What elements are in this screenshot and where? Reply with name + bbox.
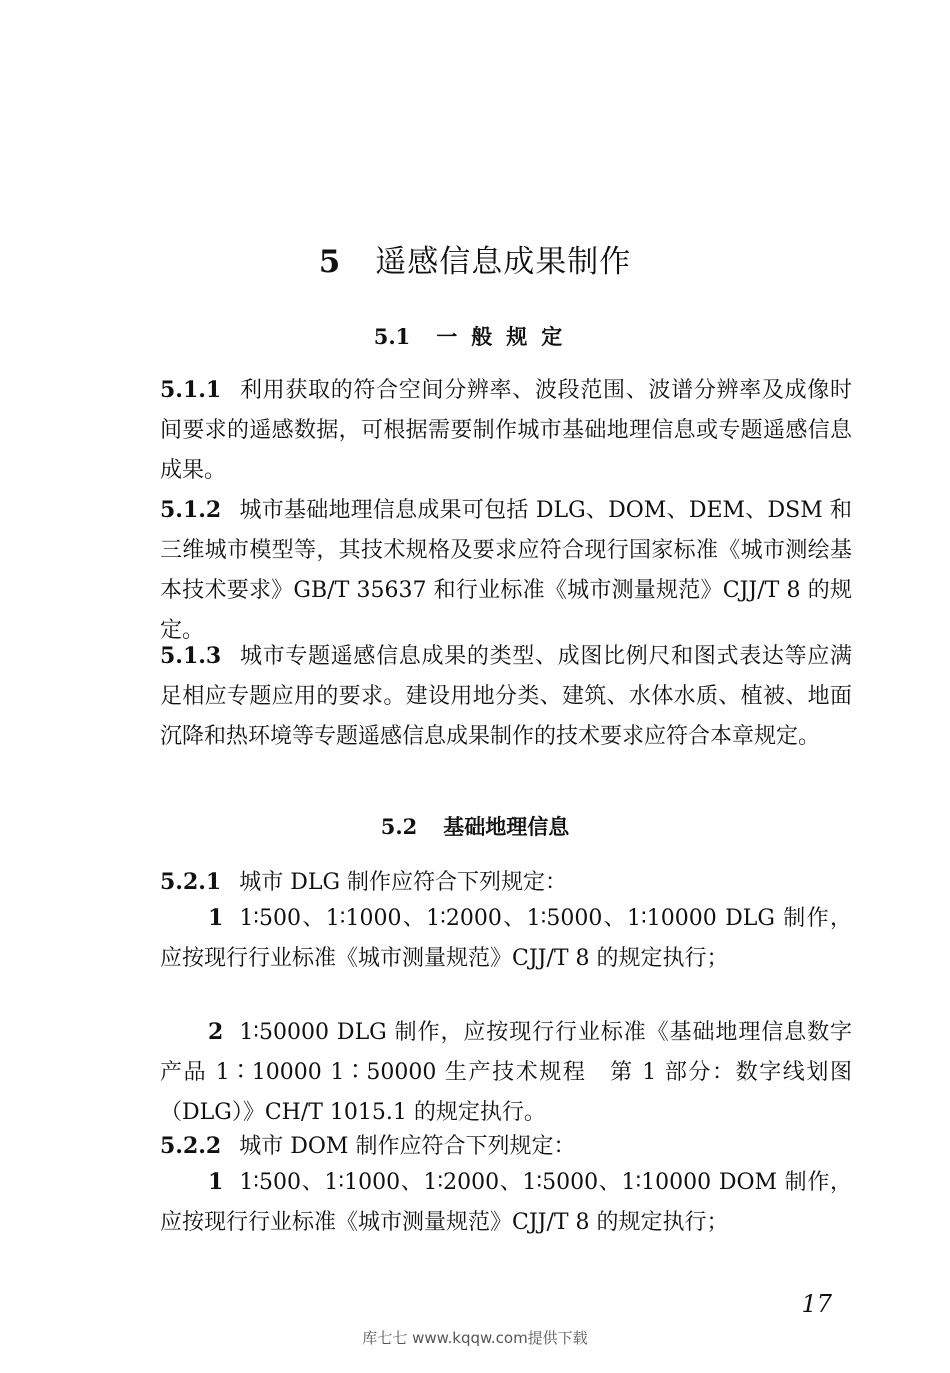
clause-number: 5.2.1 — [160, 869, 222, 895]
clause-5-1-3 — [160, 636, 852, 757]
list-item — [160, 1162, 852, 1243]
clause-text: 城市基础地理信息成果可包括 DLG、DOM、DEM、DSM 和三维城市模型等，其技术规格及要求应符合现行国家标准《城市测绘基本技术要求》GB/T 35637 和行业标准《城市测量规范》CJJ/T 8 的规定。 — [160, 498, 852, 643]
clause-text: 城市 DOM 制作应符合下列规定： — [239, 1134, 576, 1159]
chapter-title — [0, 236, 950, 281]
page-number: 17 — [801, 1290, 832, 1318]
chapter-title-text: 遥感信息成果制作 — [375, 244, 632, 280]
item-text: 1∶500、1∶1000、1∶2000、1∶5000、1∶10000 DOM 制作，应按现行行业标准《城市测量规范》CJJ/T 8 的规定执行； — [160, 1170, 852, 1235]
item-number: 1 — [208, 1169, 224, 1195]
clause-text: 城市 DLG 制作应符合下列规定： — [239, 870, 568, 895]
clause-number: 5.1.3 — [160, 643, 222, 669]
clause-number: 5.2.2 — [160, 1133, 222, 1159]
section-heading-5-2 — [0, 811, 950, 841]
section-number: 5.1 — [373, 324, 411, 349]
clause-5-1-1 — [160, 370, 852, 491]
item-number: 2 — [208, 1019, 224, 1045]
clause-number: 5.1.2 — [160, 497, 222, 523]
item-text: 1∶50000 DLG 制作，应按现行行业标准《基础地理信息数字产品 1∶10000 1∶50000 生产技术规程 第 1 部分：数字线划图（DLG）》CH/T 1015.1 的规定执行。 — [160, 1020, 852, 1125]
clause-5-2-1 — [160, 862, 852, 903]
clause-5-1-2 — [160, 490, 852, 651]
list-item — [160, 898, 852, 979]
item-number: 1 — [208, 905, 224, 931]
section-heading-5-1 — [0, 321, 950, 351]
list-item — [160, 1012, 852, 1133]
section-title-text: 一般规定 — [436, 324, 577, 349]
section-title-text: 基础地理信息 — [443, 814, 570, 839]
clause-5-2-2 — [160, 1126, 852, 1167]
section-number: 5.2 — [380, 814, 418, 839]
watermark-text: 库七七 www.kqqw.com提供下载 — [362, 1329, 588, 1347]
chapter-number: 5 — [318, 244, 342, 280]
clause-text: 利用获取的符合空间分辨率、波段范围、波谱分辨率及成像时间要求的遥感数据，可根据需要制作城市基础地理信息或专题遥感信息成果。 — [160, 378, 852, 483]
clause-number: 5.1.1 — [160, 377, 222, 403]
item-text: 1∶500、1∶1000、1∶2000、1∶5000、1∶10000 DLG 制作，应按现行行业标准《城市测量规范》CJJ/T 8 的规定执行； — [160, 906, 852, 971]
clause-text: 城市专题遥感信息成果的类型、成图比例尺和图式表达等应满足相应专题应用的要求。建设用地分类、建筑、水体水质、植被、地面沉降和热环境等专题遥感信息成果制作的技术要求应符合本章规定。 — [160, 644, 852, 749]
